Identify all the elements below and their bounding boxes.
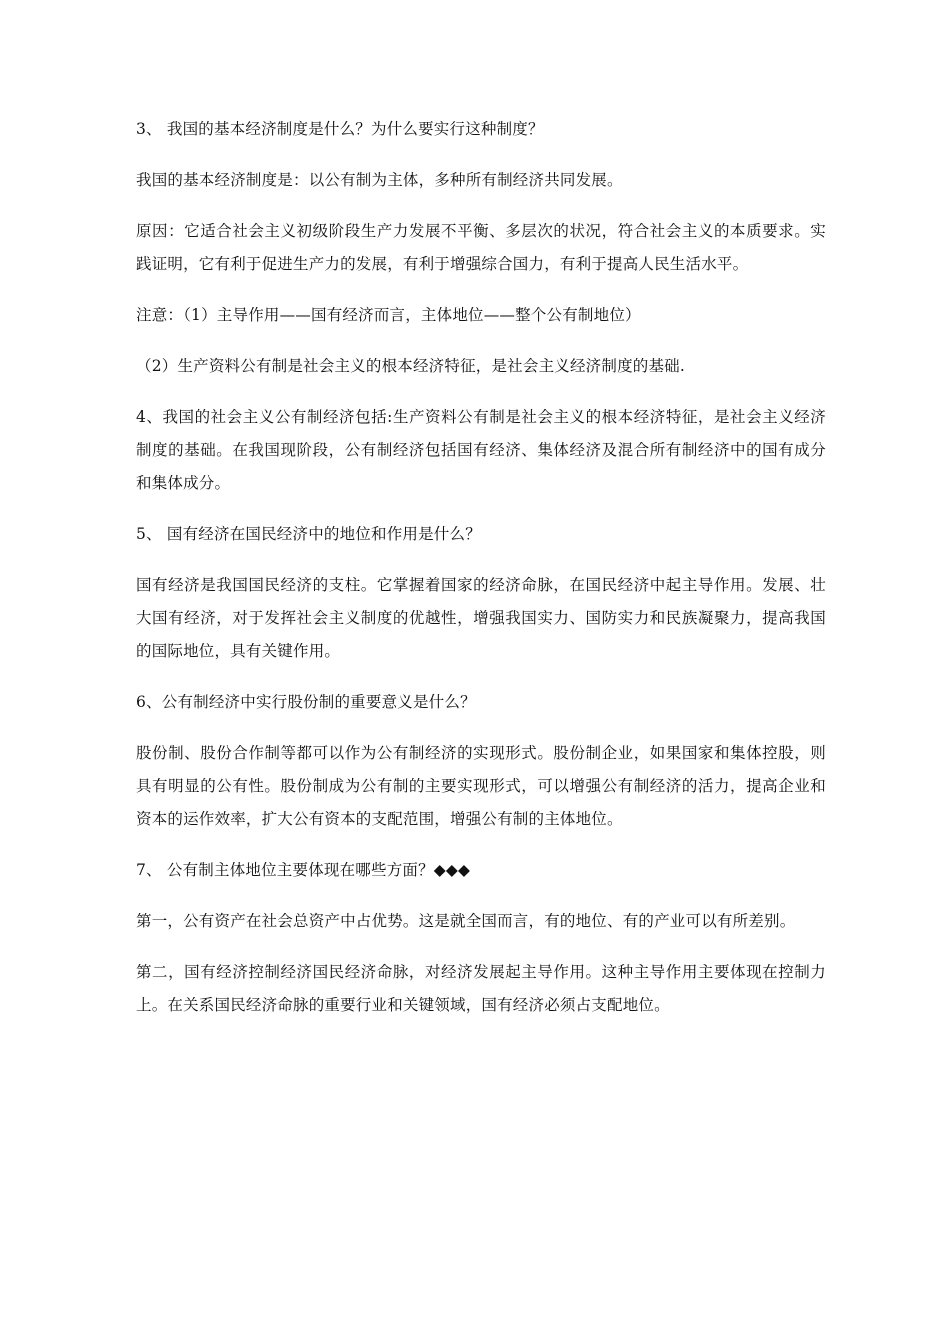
reason-paragraph: 原因：它适合社会主义初级阶段生产力发展不平衡、多层次的状况，符合社会主义的本质要求。实践证明，它有利于促进生产力的发展，有利于增强综合国力，有利于提高人民生活水平。 [136, 222, 826, 273]
question-3-heading: 3、 我国的基本经济制度是什么？为什么要实行这种制度？ [136, 120, 544, 138]
question-5-heading: 5、 国有经济在国民经济中的地位和作用是什么？ [136, 525, 481, 543]
note-2-paragraph: （2）生产资料公有制是社会主义的根本经济特征，是社会主义经济制度的基础. [136, 357, 685, 375]
answer-7-second-paragraph: 第二，国有经济控制经济国民经济命脉，对经济发展起主导作用。这种主导作用主要体现在控制力上。在关系国民经济命脉的重要行业和关键领域，国有经济必须占支配地位。 [136, 963, 826, 1014]
answer-7-first-paragraph: 第一，公有资产在社会总资产中占优势。这是就全国而言，有的地位、有的产业可以有所差别。 [136, 912, 796, 930]
note-1-paragraph: 注意：（1）主导作用——国有经济而言，主体地位——整个公有制地位） [136, 306, 641, 324]
answer-5-paragraph: 国有经济是我国国民经济的支柱。它掌握着国家的经济命脉，在国民经济中起主导作用。发展、壮大国有经济，对于发挥社会主义制度的优越性，增强我国实力、国防实力和民族凝聚力，提高我国的国际地位，具有关键作用。 [136, 576, 826, 660]
answer-6-paragraph: 股份制、股份合作制等都可以作为公有制经济的实现形式。股份制企业，如果国家和集体控股，则具有明显的公有性。股份制成为公有制的主要实现形式，可以增强公有制经济的活力，提高企业和资本的运作效率，扩大公有资本的支配范围，增强公有制的主体地位。 [136, 744, 826, 828]
question-6-heading: 6、公有制经济中实行股份制的重要意义是什么？ [136, 693, 476, 711]
item-4-paragraph: 4、我国的社会主义公有制经济包括:生产资料公有制是社会主义的根本经济特征，是社会主义经济制度的基础。在我国现阶段，公有制经济包括国有经济、集体经济及混合所有制经济中的国有成分和集体成分。 [136, 408, 826, 492]
question-7-heading: 7、 公有制主体地位主要体现在哪些方面？◆◆◆ [136, 861, 471, 879]
answer-3-paragraph: 我国的基本经济制度是：以公有制为主体，多种所有制经济共同发展。 [136, 171, 623, 189]
document-body [136, 113, 826, 1040]
